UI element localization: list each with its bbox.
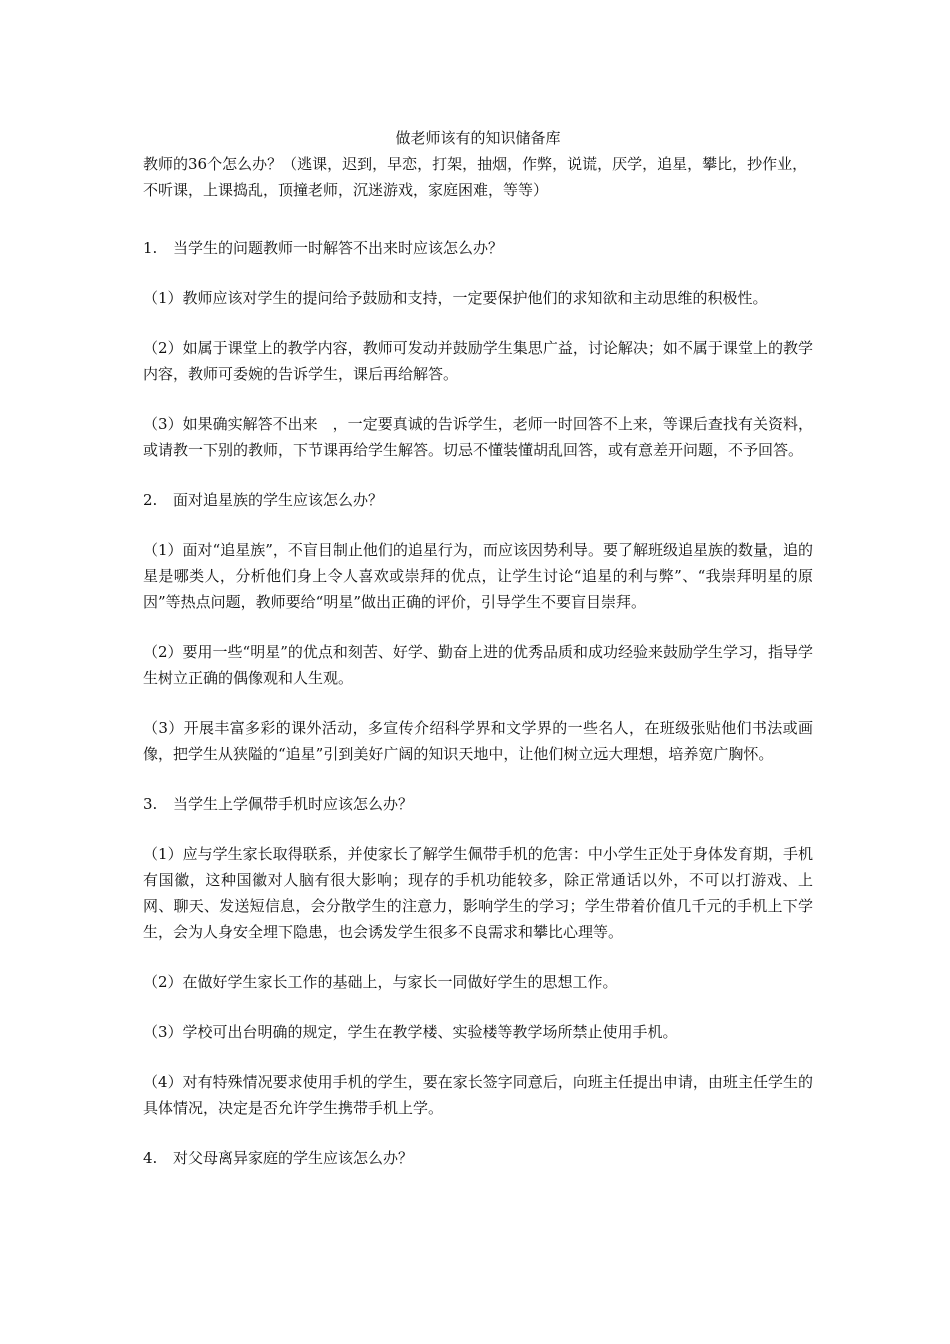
paragraph: （1）应与学生家长取得联系，并使家长了解学生佩带手机的危害：中小学生正处于身体发育期，手机有国徽，这种国徽对人脑有很大影响；现存的手机功能较多，除正常通话以外，不可以打游戏、上网、聊天、发送短信息，会分散学生的注意力，影响学生的学习；学生带着价值几千元的手机上下学生，会为人身安全埋下隐患，也会诱发学生很多不良需求和攀比心理等。 <box>143 845 813 941</box>
paragraph: （4）对有特殊情况要求使用手机的学生，要在家长签字同意后，向班主任提出申请，由班主任学生的具体情况，决定是否允许学生携带手机上学。 <box>143 1073 813 1117</box>
paragraph: （3）如果确实解答不出来 ，一定要真诚的告诉学生，老师一时回答不上来，等课后查找有关资料，或请教一下别的教师，下节课再给学生解答。切忌不懂装懂胡乱回答，或有意差开问题，不予回答。 <box>143 415 813 459</box>
paragraph: （2）要用一些“明星”的优点和刻苦、好学、勤奋上进的优秀品质和成功经验来鼓励学生学习，指导学生树立正确的偶像观和人生观。 <box>143 643 813 687</box>
paragraph: （1）教师应该对学生的提问给予鼓励和支持，一定要保护他们的求知欲和主动思维的积极性。 <box>143 289 768 307</box>
section-heading-text: 面对追星族的学生应该怎么办？ <box>173 491 384 509</box>
section-heading-text: 对父母离异家庭的学生应该怎么办？ <box>173 1149 414 1167</box>
section-heading <box>143 1145 813 1171</box>
section-number: 4. <box>143 1149 158 1167</box>
section-heading <box>143 235 813 261</box>
section-heading-text: 当学生上学佩带手机时应该怎么办？ <box>173 795 414 813</box>
paragraph: （2）如属于课堂上的教学内容，教师可发动并鼓励学生集思广益，讨论解决；如不属于课堂上的教学内容，教师可委婉的告诉学生，课后再给解答。 <box>143 339 813 383</box>
paragraph: （1）面对“追星族”，不盲目制止他们的追星行为，而应该因势利导。要了解班级追星族的数量，追的星是哪类人，分析他们身上令人喜欢或崇拜的优点，让学生讨论“追星的利与弊”、“我崇拜明星的原因”等热点问题，教师要给“明星”做出正确的评价，引导学生不要盲目崇拜。 <box>143 541 813 611</box>
intro-paragraph: 教师的36个怎么办？（逃课，迟到，早恋，打架，抽烟，作弊，说谎，厌学，追星，攀比，抄作业，不听课，上课捣乱，顶撞老师，沉迷游戏，家庭困难，等等） <box>143 155 808 199</box>
section-number: 1. <box>143 239 158 257</box>
section-number: 3. <box>143 795 158 813</box>
section-heading <box>143 791 813 817</box>
paragraph: （3）学校可出台明确的规定，学生在教学楼、实验楼等教学场所禁止使用手机。 <box>143 1023 678 1041</box>
document-body <box>143 125 813 1171</box>
section-heading-text: 当学生的问题教师一时解答不出来时应该怎么办？ <box>173 239 504 257</box>
paragraph: （2）在做好学生家长工作的基础上，与家长一同做好学生的思想工作。 <box>143 973 618 991</box>
section-number: 2. <box>143 491 158 509</box>
document-title: 做老师该有的知识储备库 <box>395 129 561 147</box>
paragraph: （3）开展丰富多彩的课外活动，多宣传介绍科学界和文学界的一些名人，在班级张贴他们书法或画像，把学生从狭隘的“追星”引到美好广阔的知识天地中，让他们树立远大理想，培养宽广胸怀。 <box>143 719 813 763</box>
section-heading <box>143 487 813 513</box>
